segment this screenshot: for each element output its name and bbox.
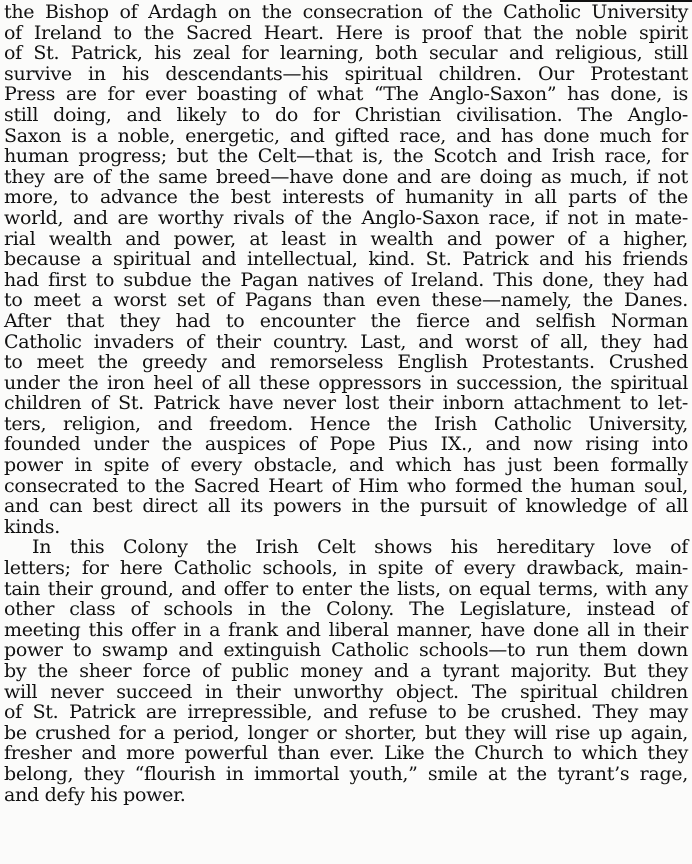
text-line: and defy his power. <box>4 783 186 806</box>
text-line: still doing, and likely to do for Christian civilisation. The Anglo- <box>4 103 688 126</box>
text-line: and can best direct all its powers in the pursuit of knowledge of all <box>4 495 688 518</box>
paragraph-2 <box>4 537 688 805</box>
text-line: of St. Patrick, his zeal for learning, both secular and religious, still <box>4 42 688 65</box>
article-text <box>4 2 688 805</box>
text-line: to meet the greedy and remorseless English Protestants. Crushed <box>4 351 688 374</box>
text-line: meeting this offer in a frank and liberal manner, have done all in their <box>4 618 688 641</box>
text-line: kinds. <box>4 515 60 538</box>
text-line: power to swamp and extinguish Catholic schools—to run them down <box>4 639 688 662</box>
text-line: because a spiritual and intellectual, kind. St. Patrick and his friends <box>4 248 688 271</box>
text-line: Saxon is a noble, energetic, and gifted race, and has done much for <box>4 124 688 147</box>
text-line: will never succeed in their unworthy object. The spiritual children <box>4 680 688 703</box>
text-line: Catholic invaders of their country. Last, and worst of all, they had <box>4 330 688 353</box>
text-line: human progress; but the Celt—that is, the Scotch and Irish race, for <box>4 145 688 168</box>
text-line: children of St. Patrick have never lost their inborn attachment to let- <box>4 392 688 415</box>
text-line: rial wealth and power, at least in wealth and power of a higher, <box>4 227 688 250</box>
text-line: power in spite of every obstacle, and which has just been formally <box>4 454 688 477</box>
text-line: more, to advance the best interests of humanity in all parts of the <box>4 186 688 209</box>
text-line: had first to subdue the Pagan natives of Ireland. This done, they had <box>4 268 688 291</box>
text-line: belong, they “flourish in immortal youth,” smile at the tyrant’s rage, <box>4 762 688 785</box>
text-line: letters; for here Catholic schools, in spite of every drawback, main- <box>4 557 688 580</box>
text-line: to meet a worst set of Pagans than even these—namely, the Danes. <box>4 289 688 312</box>
text-line: other class of schools in the Colony. The Legislature, instead of <box>4 598 688 621</box>
text-line: After that they had to encounter the fierce and selfish Norman <box>4 309 688 332</box>
text-line: by the sheer force of public money and a tyrant majority. But they <box>4 660 688 682</box>
text-line: tain their ground, and offer to enter the lists, on equal terms, with any <box>4 577 688 600</box>
text-line: of Ireland to the Sacred Heart. Here is proof that the noble spirit <box>4 21 688 44</box>
text-line: under the iron heel of all these oppressors in succession, the spiritual <box>4 371 688 394</box>
text-line: be crushed for a period, longer or shorter, but they will rise up again, <box>4 721 688 744</box>
paragraph-1 <box>4 2 688 537</box>
text-line: Press are for ever boasting of what “The Anglo-Saxon” has done, is <box>4 83 688 106</box>
text-line: of St. Patrick are irrepressible, and refuse to be crushed. They may <box>4 701 688 724</box>
text-line: In this Colony the Irish Celt shows his hereditary love of <box>32 536 688 559</box>
text-line: survive in his descendants—his spiritual children. Our Protestant <box>4 62 688 85</box>
text-line: founded under the auspices of Pope Pius IX., and now rising into <box>4 433 688 456</box>
text-line: world, and are worthy rivals of the Anglo-Saxon race, if not in mate- <box>4 206 688 229</box>
text-line: the Bishop of Ardagh on the consecration of the Catholic University <box>4 1 688 23</box>
text-line: consecrated to the Sacred Heart of Him who formed the human soul, <box>4 474 688 497</box>
text-line: ters, religion, and freedom. Hence the Irish Catholic University, <box>4 412 688 435</box>
text-line: fresher and more powerful than ever. Like the Church to which they <box>4 742 688 765</box>
text-line: they are of the same breed—have done and are doing as much, if not <box>4 165 688 188</box>
